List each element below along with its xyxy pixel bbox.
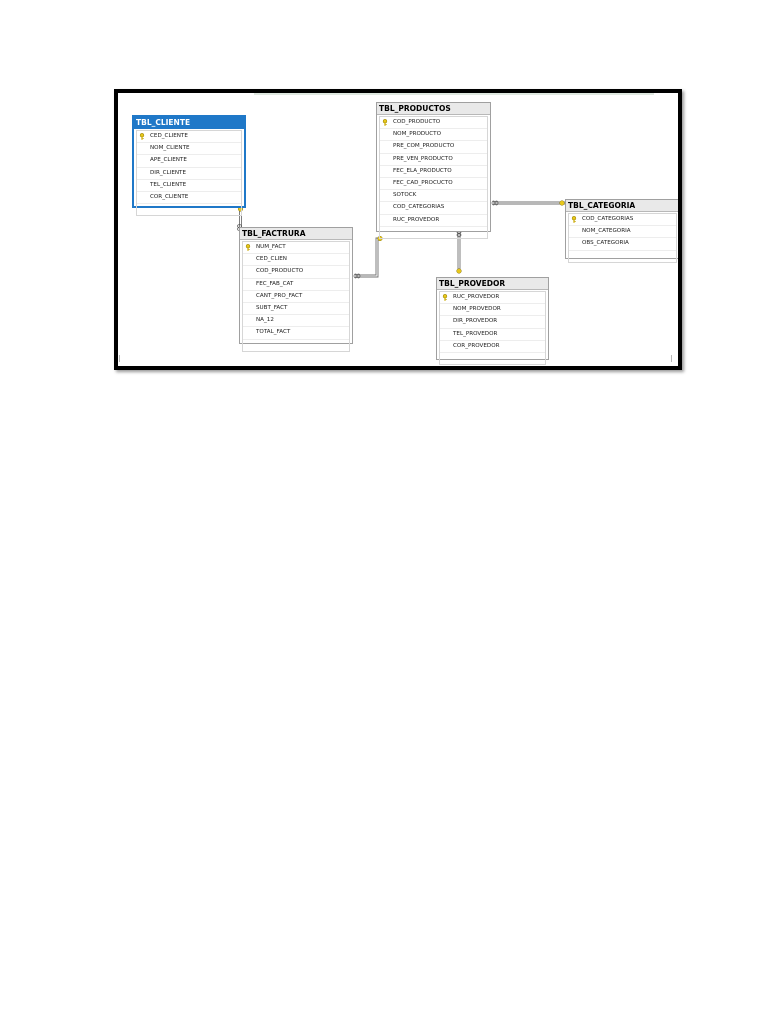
column-label: COR_PROVEDOR [453,342,500,349]
column-label: PRE_VEN_PRODUCTO [393,155,453,162]
column-list [568,213,677,263]
column-label: FEC_FAB_CAT [256,280,294,287]
diagram-canvas[interactable] [118,93,678,366]
diagram-frame [114,89,682,370]
column-label: PRE_COM_PRODUCTO [393,143,455,150]
column-row[interactable] [137,155,241,167]
column-label: NOM_PRODUCTO [393,131,442,138]
table-tbl-factrura[interactable] [239,227,353,344]
one-end-key-icon [457,269,462,274]
column-row[interactable] [137,168,241,180]
column-row[interactable] [243,340,349,351]
column-row[interactable] [380,178,487,190]
column-label: APE_CLIENTE [150,157,187,164]
column-list [242,241,350,352]
column-row[interactable] [243,303,349,315]
column-label: DIR_PROVEDOR [453,318,498,325]
column-label: NOM_PROVEDOR [453,306,501,313]
column-label: RUC_PROVEDOR [393,216,440,223]
column-label: DIR_CLIENTE [150,169,186,176]
column-label: FEC_ELA_PRODUCTO [393,167,452,174]
column-row[interactable] [243,291,349,303]
column-label: SUBT_FACT [256,304,288,311]
primary-key-icon [571,216,577,223]
table-tbl-cliente[interactable] [132,115,246,208]
column-row[interactable] [380,141,487,153]
primary-key-icon [245,244,251,251]
column-row[interactable] [137,204,241,215]
column-label: TEL_CLIENTE [150,181,187,188]
column-row[interactable] [440,341,545,353]
column-row[interactable] [380,129,487,141]
primary-key-icon [382,119,388,126]
column-label: NUM_FACT [256,244,286,250]
table-title: TBL_CATEGORIA [566,200,678,212]
column-label: TEL_PROVEDOR [453,330,498,337]
column-label: TOTAL_FACT [256,329,291,336]
column-row[interactable] [380,215,487,227]
column-row[interactable] [137,180,241,192]
column-label: NOM_CATEGORIA [582,228,631,235]
one-end-key-icon [560,201,565,206]
table-title: TBL_FACTRURA [240,228,352,240]
table-title: TBL_PRODUCTOS [377,103,490,115]
column-label: COR_CLIENTE [150,193,189,200]
column-row[interactable] [380,190,487,202]
column-label: OBS_CATEGORIA [582,240,629,247]
column-row[interactable] [243,315,349,327]
column-label: SOTOCK [393,192,417,199]
primary-key-column[interactable] [137,131,241,143]
column-row[interactable] [440,304,545,316]
table-tbl-productos[interactable] [376,102,491,232]
column-row[interactable] [380,202,487,214]
column-list [379,116,488,239]
primary-key-column[interactable] [243,242,349,254]
column-row[interactable] [243,327,349,339]
column-label: CED_CLIEN [256,256,287,263]
primary-key-column[interactable] [569,214,676,226]
column-row[interactable] [243,266,349,278]
column-row[interactable] [569,251,676,262]
column-list [136,130,242,216]
column-label: COD_CATEGORIAS [582,216,634,222]
column-label: CANT_PRO_FACT [256,292,303,299]
table-tbl-provedor[interactable] [436,277,549,360]
table-tbl-categoria[interactable] [565,199,678,259]
scrollbar-left-edge [119,355,120,362]
column-label: NOM_CLIENTE [150,145,190,152]
table-title: TBL_CLIENTE [134,117,244,129]
column-row[interactable] [380,154,487,166]
column-row[interactable] [137,143,241,155]
rel-factura-productos [355,238,380,277]
column-row[interactable] [569,226,676,238]
column-row[interactable] [440,353,545,364]
column-row[interactable] [440,329,545,341]
column-row[interactable] [137,192,241,204]
column-row[interactable] [440,316,545,328]
primary-key-icon [442,294,448,301]
column-list [439,291,546,365]
column-label: COD_PRODUCTO [393,119,441,125]
primary-key-column[interactable] [440,292,545,304]
column-label: FEC_CAD_PROCUCTO [393,179,453,186]
scrollbar-right-edge [671,355,672,362]
column-row[interactable] [569,238,676,250]
column-label: NA_12 [256,317,274,324]
column-label: COD_PRODUCTO [256,268,304,275]
column-row[interactable] [380,227,487,238]
column-label: CED_CLIENTE [150,133,188,139]
column-label: RUC_PROVEDOR [453,294,500,300]
primary-key-icon [139,133,145,140]
column-row[interactable] [243,254,349,266]
column-row[interactable] [243,279,349,291]
rel-productos-categoria [493,202,565,204]
table-title: TBL_PROVEDOR [437,278,548,290]
column-label: COD_CATEGORIAS [393,204,445,211]
primary-key-column[interactable] [380,117,487,129]
column-row[interactable] [380,166,487,178]
